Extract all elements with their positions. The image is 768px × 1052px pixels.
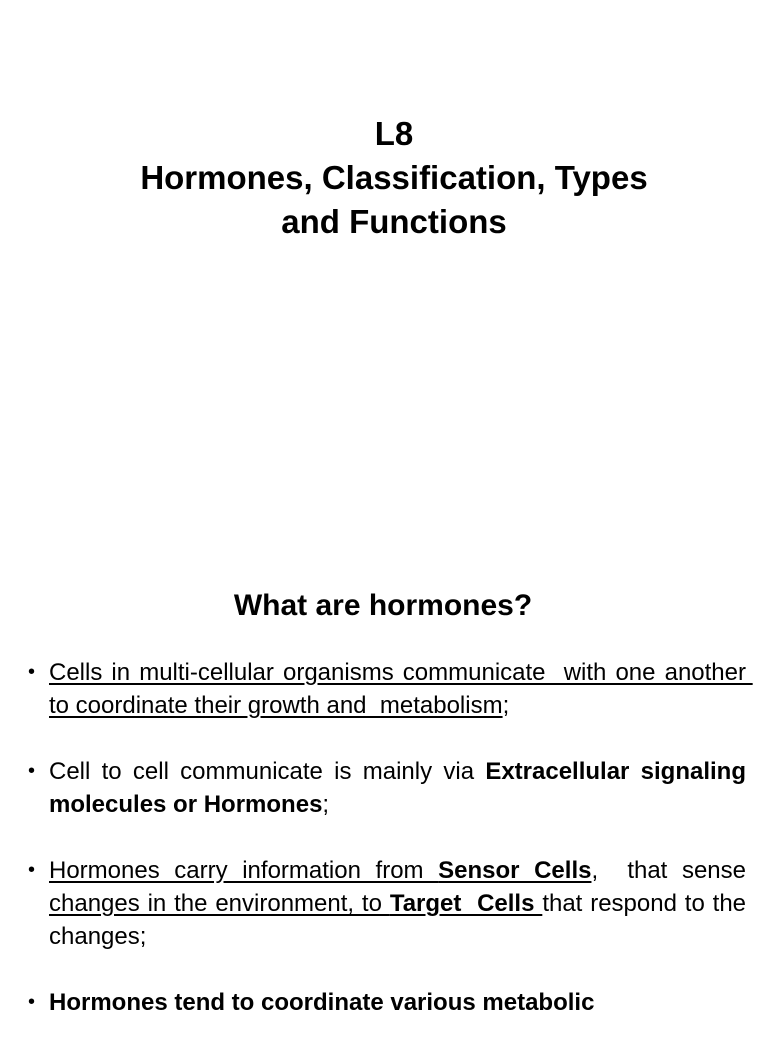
bullet-3-underlined-text-2: changes in the environment, to — [49, 890, 390, 917]
bullet-3-text-end: that respond to the changes; — [49, 890, 747, 950]
bullet-3-sensor-cells: Sensor Cells — [438, 857, 592, 884]
slide-title — [0, 112, 768, 244]
bullet-2-text: Cell to cell communicate is mainly via — [49, 758, 486, 785]
section-heading: What are hormones? — [233, 589, 533, 622]
bullet-3-text: , that sense — [591, 857, 753, 884]
bullet-item-2 — [28, 755, 746, 821]
bullet-list — [28, 656, 753, 1052]
bullet-item-3 — [28, 854, 753, 953]
bullet-1-punctuation: ; — [502, 692, 510, 719]
bullet-2-punctuation: ; — [322, 791, 330, 818]
bullet-3-underlined-text-1: Hormones carry information from — [49, 857, 439, 884]
bullet-2-bold-text: Extracellular signaling molecules or Hormones — [49, 758, 746, 818]
bullet-3-target-cells: Target Cells — [389, 890, 543, 917]
lecture-number: L8 — [374, 115, 414, 152]
bullet-1-underlined-text: Cells in multi-cellular organisms communicate with one another to coordinate their growth and metabolism — [49, 659, 753, 719]
bullet-4-bold-text: Hormones tend to coordinate various metabolic — [49, 989, 595, 1016]
title-line-1: Hormones, Classification, Types — [140, 159, 648, 196]
title-line-2: and Functions — [281, 203, 507, 240]
bullet-item-1 — [28, 656, 753, 722]
bullet-item-4 — [28, 986, 746, 1019]
